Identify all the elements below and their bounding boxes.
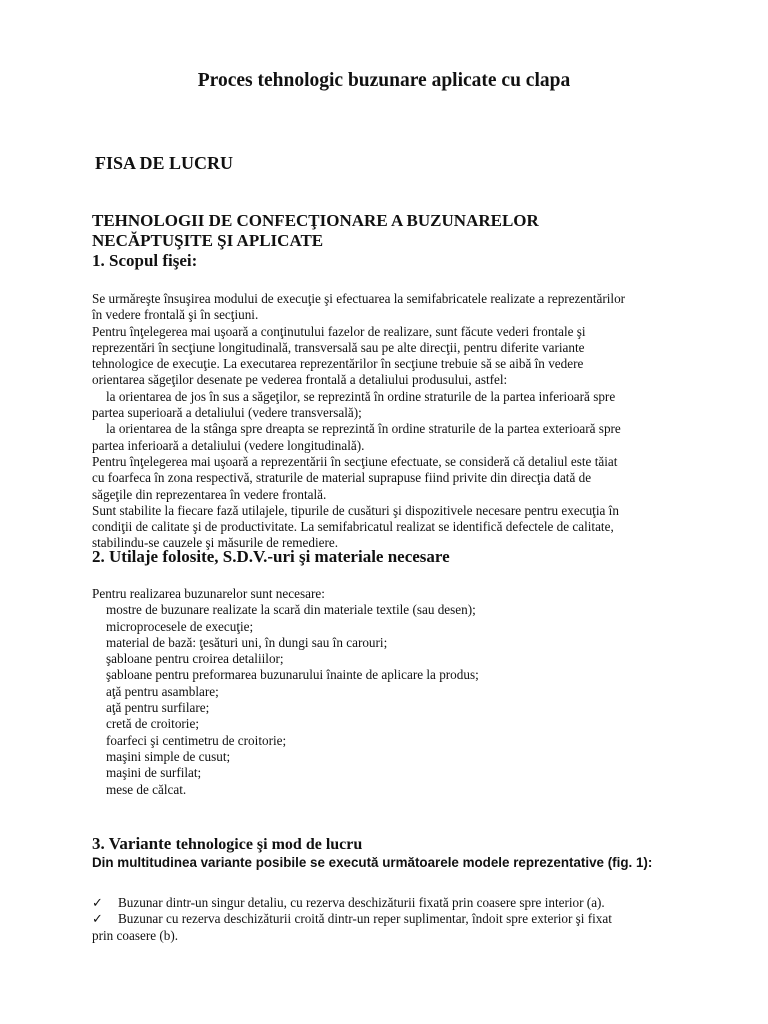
list-item: material de bază: ţesături uni, în dungi sau în carouri; <box>106 634 388 650</box>
section-3-heading <box>92 834 362 855</box>
paragraph-line: Pentru înţelegerea mai uşoară a reprezentării în secţiune efectuate, se consideră că detaliul este tăiat <box>92 453 618 469</box>
list-item: mese de călcat. <box>106 781 187 797</box>
list-item: la orientarea de jos în sus a săgeţilor, se reprezintă în ordine straturile de la partea inferioară spre <box>106 388 616 404</box>
list-item: maşini de surfilat; <box>106 765 202 781</box>
document-title: Proces tehnologic buzunare aplicate cu clapa <box>197 70 571 91</box>
paragraph-line: orientarea săgeţilor desenate pe vederea frontală a detaliului produsului, astfel: <box>92 372 508 388</box>
paragraph-line: condiţii de calitate şi de productivitate. La semifabricatul realizat se identifică defectele de calitate, <box>92 519 614 535</box>
section-3-heading-text: tehnologice şi mod de lucru <box>175 836 363 853</box>
list-item: şabloane pentru preformarea buzunarului înainte de aplicare la produs; <box>106 667 479 683</box>
list-item-continuation: prin coasere (b). <box>92 927 179 943</box>
list-item: foarfeci şi centimetru de croitorie; <box>106 732 287 748</box>
list-item: maşini simple de cusut; <box>106 748 231 764</box>
paragraph-line: reprezentări în secţiune longitudinală, transversală sau pe alte direcţii, pentru diferite variante <box>92 339 585 355</box>
paragraph-line: în vedere frontală şi în secţiuni. <box>92 307 259 323</box>
section-2-body <box>92 586 479 798</box>
paragraph-line: tehnologice de execuţie. La executarea reprezentărilor în secţiune trebuie să se aibă în vedere <box>92 356 584 372</box>
list-item: ✓ Buzunar cu rezerva deschizăturii croită dintr-un reper suplimentar, îndoit spre exterior şi fixat <box>92 911 612 927</box>
section-1-heading: 1. Scopul fişei: <box>92 251 198 270</box>
list-item: mostre de buzunare realizate la scară din materiale textile (sau desen); <box>106 602 476 618</box>
section-3-list <box>92 895 612 944</box>
paragraph-line: Pentru înţelegerea mai uşoară a conţinutului fazelor de realizare, sunt făcute vederi frontale şi <box>92 323 586 339</box>
checkmark-icon: ✓ <box>92 911 104 927</box>
technology-heading-line-2: NECĂPTUŞITE ŞI APLICATE <box>92 231 324 250</box>
paragraph-line: partea superioară a detaliului (vedere transversală); <box>92 405 362 421</box>
section-3-intro: Din multitudinea variante posibile se execută următoarele modele reprezentative (fig. 1): <box>92 855 653 870</box>
technology-heading <box>92 211 712 271</box>
section-3-heading-number: 3. Variante <box>92 834 172 853</box>
list-item: aţă pentru asamblare; <box>106 683 219 699</box>
list-item: şabloane pentru croirea detaliilor; <box>106 651 284 667</box>
section-2-intro: Pentru realizarea buzunarelor sunt necesare: <box>92 586 325 601</box>
section-2-heading: 2. Utilaje folosite, S.D.V.-uri şi materiale necesare <box>92 547 450 566</box>
paragraph-line: cu foarfeca în zona respectivă, straturile de material suprapuse fiind privite din direcţia dată de <box>92 470 592 486</box>
list-item: ✓ Buzunar dintr-un singur detaliu, cu rezerva deschizăturii fixată prin coasere spre interior (a). <box>92 895 605 910</box>
technology-heading-line-1: TEHNOLOGII DE CONFECŢIONARE A BUZUNARELOR <box>92 211 539 230</box>
paragraph-line: Sunt stabilite la fiecare fază utilajele, tipurile de cusături şi dispozitivele necesare pentru execuţia în <box>92 502 619 518</box>
list-item: la orientarea de la stânga spre dreapta se reprezintă în ordine straturile de la partea exterioară spre <box>106 421 621 437</box>
worksheet-heading: FISA DE LUCRU <box>95 153 234 173</box>
paragraph-line: Se urmăreşte însuşirea modului de execuţie şi efectuarea la semifabricatele realizate a reprezentărilor <box>92 291 626 306</box>
section-1-body <box>92 291 625 552</box>
paragraph-line: partea inferioară a detaliului (vedere longitudinală). <box>92 437 365 453</box>
list-item: microprocesele de execuţie; <box>106 618 254 634</box>
paragraph-line: stabilindu-se cauzele şi măsurile de remediere. <box>92 535 339 551</box>
checkmark-icon: ✓ <box>92 895 104 910</box>
list-item: cretă de croitorie; <box>106 716 199 732</box>
paragraph-line: săgeţile din reprezentarea în vedere frontală. <box>92 486 327 502</box>
list-item: aţă pentru surfilare; <box>106 700 210 716</box>
